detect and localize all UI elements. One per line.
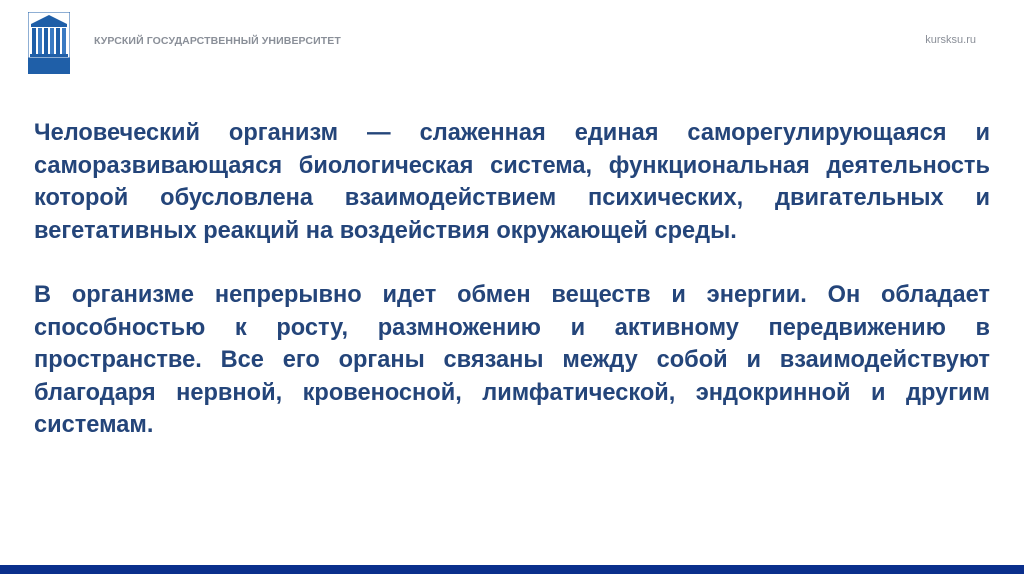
website-link[interactable]: kursksu.ru	[925, 34, 976, 46]
slide-header	[0, 0, 1024, 80]
paragraph-organism-functions: В организме непрерывно идет обмен веществ и энергии. Он обладает способностью к росту, размножению и активному передвижению в пространстве. Все его органы связаны между собой и взаимодействуют благодаря нервной, кровеносной, лимфатической, эндокринной и другим системам.	[34, 282, 990, 438]
university-name: КУРСКИЙ ГОСУДАРСТВЕННЫЙ УНИВЕРСИТЕТ	[94, 35, 341, 47]
slide-body	[34, 117, 990, 442]
university-logo	[28, 12, 70, 74]
paragraph-organism-definition: Человеческий организм — слаженная единая саморегулирующаяся и саморазвивающаяся биологическая система, функциональная деятельность которой обусловлена взаимодействием психических, двигательных и вегетативных реакций на воздействия окружающей среды.	[34, 120, 990, 244]
footer-bar	[0, 565, 1024, 574]
